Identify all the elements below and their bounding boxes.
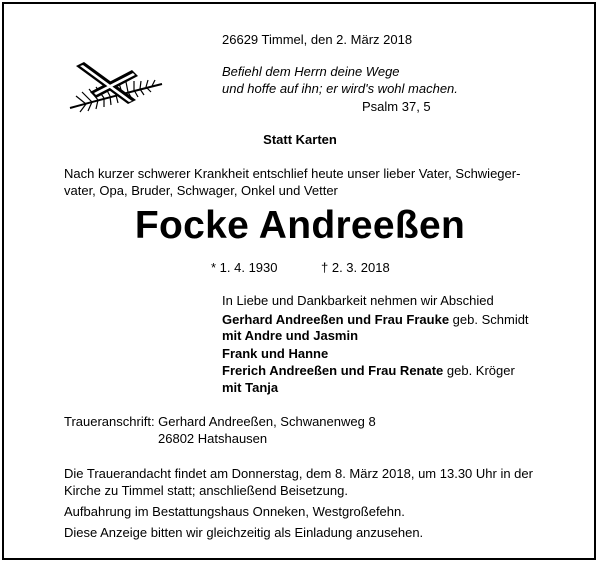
intro-line-2: vater, Opa, Bruder, Schwager, Onkel und Vetter — [64, 183, 338, 198]
place-date: 26629 Timmel, den 2. März 2018 — [222, 32, 413, 47]
death-date: † 2. 3. 2018 — [321, 260, 390, 275]
notice-line-1: Die Trauerandacht findet am Donnerstag, dem 8. März 2018, um 13.30 Uhr in der — [64, 466, 533, 481]
mourner-line-3: Frank und Hanne — [222, 346, 329, 361]
mourners-intro: In Liebe und Dankbarkeit nehmen wir Abschied — [222, 293, 494, 308]
mourner-line-4 — [222, 362, 515, 379]
mourner-1-maiden: geb. Schmidt — [449, 312, 529, 327]
intro-line-1: Nach kurzer schwerer Krankheit entschlief heute unser lieber Vater, Schwieger- — [64, 166, 521, 181]
mourner-line-1 — [222, 311, 529, 328]
verse-line-2: und hoffe auf ihn; er wird's wohl machen. — [222, 81, 458, 96]
address-city: 26802 Hatshausen — [158, 431, 268, 446]
cross-with-palm-branch-icon — [66, 58, 166, 114]
notice-line-2: Kirche zu Timmel statt; anschließend Beisetzung. — [64, 483, 348, 498]
deceased-name: Focke Andreeßen — [134, 204, 466, 247]
mourner-4-maiden: geb. Kröger — [443, 363, 515, 378]
address-line: Traueranschrift: Gerhard Andreeßen, Schwanenweg 8 — [64, 414, 376, 429]
mourner-4-names: Frerich Andreeßen und Frau Renate — [222, 363, 444, 378]
mourner-line-2: mit Andre und Jasmin — [222, 328, 359, 343]
notice-line-4: Diese Anzeige bitten wir gleichzeitig als Einladung anzusehen. — [64, 525, 424, 540]
notice-line-3: Aufbahrung im Bestattungshaus Onneken, Westgroßefehn. — [64, 504, 405, 519]
mourner-line-5: mit Tanja — [222, 380, 279, 395]
mourner-1-names: Gerhard Andreeßen und Frau Frauke — [222, 312, 450, 327]
birth-date: * 1. 4. 1930 — [211, 260, 278, 275]
verse-line-1: Befiehl dem Herrn deine Wege — [222, 64, 400, 79]
verse-reference: Psalm 37, 5 — [362, 99, 431, 114]
statt-karten: Statt Karten — [263, 132, 337, 147]
